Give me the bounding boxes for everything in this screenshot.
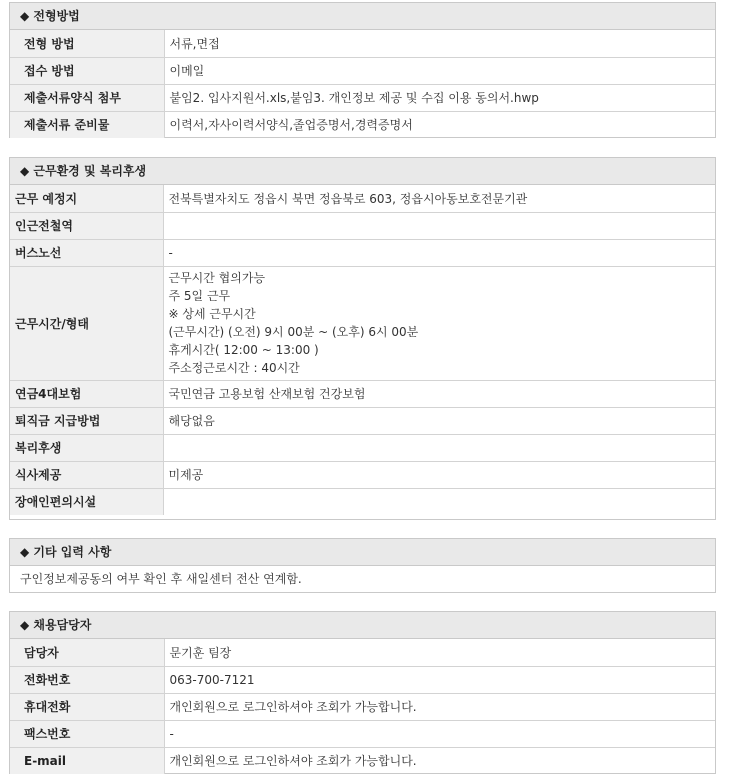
documents-label: 제출서류 준비물	[10, 111, 164, 138]
work-hours-line: 근무시간 협의가능	[168, 271, 266, 285]
selection-title: ◆ 전형방법	[10, 3, 715, 30]
phone-label: 전화번호	[10, 666, 164, 693]
work-hours-line: 휴게시간( 12:00 ~ 13:00 )	[168, 343, 319, 357]
work-hours-label: 근무시간/형태	[10, 266, 163, 380]
selection-method-label: 전형 방법	[10, 30, 164, 57]
table-row	[10, 434, 715, 461]
table-row	[10, 666, 715, 693]
fax-value: -	[164, 720, 715, 747]
mobile-label: 휴대전화	[10, 693, 164, 720]
meal-label: 식사제공	[10, 461, 163, 488]
workplace-label: 근무 예정지	[10, 185, 163, 212]
table-row	[10, 461, 715, 488]
severance-value: 해당없음	[163, 407, 715, 434]
documents-value: 이력서,자사이력서양식,졸업증명서,경력증명서	[164, 111, 715, 138]
selection-section	[9, 2, 716, 138]
apply-method-value: 이메일	[164, 57, 715, 84]
etc-title: ◆ 기타 입력 사항	[10, 539, 715, 566]
phone-value: 063-700-7121	[164, 666, 715, 693]
table-row	[10, 57, 715, 84]
fax-label: 팩스번호	[10, 720, 164, 747]
severance-label: 퇴직금 지급방법	[10, 407, 163, 434]
table-row	[10, 488, 715, 515]
meal-value: 미제공	[163, 461, 715, 488]
table-row	[10, 111, 715, 138]
insurance-label: 연금4대보험	[10, 380, 163, 407]
email-value: 개인회원으로 로그인하셔야 조회가 가능합니다.	[164, 747, 715, 774]
selection-table	[10, 30, 715, 138]
apply-method-label: 접수 방법	[10, 57, 164, 84]
manager-label: 담당자	[10, 639, 164, 666]
table-row	[10, 212, 715, 239]
table-row	[10, 380, 715, 407]
email-label: E-mail	[10, 747, 164, 774]
subway-value	[163, 212, 715, 239]
form-attachment-link[interactable]: 붙임2. 입사지원서.xls,붙임3. 개인정보 제공 및 수집 이용 동의서.hwp	[164, 84, 715, 111]
table-row	[10, 239, 715, 266]
table-row	[10, 747, 715, 774]
table-row	[10, 84, 715, 111]
subway-label: 인근전철역	[10, 212, 163, 239]
bus-value: -	[163, 239, 715, 266]
form-attachment-label: 제출서류양식 첨부	[10, 84, 164, 111]
table-row	[10, 30, 715, 57]
welfare-value	[163, 434, 715, 461]
work-hours-line: ※ 상세 근무시간	[168, 307, 256, 321]
bus-label: 버스노선	[10, 239, 163, 266]
mobile-value: 개인회원으로 로그인하셔야 조회가 가능합니다.	[164, 693, 715, 720]
contact-table	[10, 639, 715, 774]
contact-title: ◆ 채용담당자	[10, 612, 715, 639]
etc-text: 구인정보제공동의 여부 확인 후 새일센터 전산 연계함.	[20, 572, 302, 586]
table-row	[10, 639, 715, 666]
table-row	[10, 266, 715, 380]
etc-section	[9, 538, 716, 593]
table-row	[10, 185, 715, 212]
welfare-label: 복리후생	[10, 434, 163, 461]
table-row	[10, 720, 715, 747]
accessibility-value	[163, 488, 715, 515]
work-hours-line: (근무시간) (오전) 9시 00분 ~ (오후) 6시 00분	[168, 325, 419, 339]
work-title: ◆ 근무환경 및 복리후생	[10, 158, 715, 185]
table-row	[10, 693, 715, 720]
manager-value: 문기훈 팀장	[169, 645, 232, 660]
work-table	[10, 185, 715, 515]
selection-method-value: 서류,면접	[169, 36, 220, 51]
insurance-value: 국민연금 고용보험 산재보험 건강보험	[163, 380, 715, 407]
work-hours-line: 주 5일 근무	[168, 289, 231, 303]
work-hours-line: 주소정근로시간 : 40시간	[168, 361, 300, 375]
work-hours-value	[163, 266, 715, 380]
accessibility-label: 장애인편의시설	[10, 488, 163, 515]
table-row	[10, 407, 715, 434]
workplace-value: 전북특별자치도 정읍시 북면 정읍북로 603, 정읍시아동보호전문기관	[168, 191, 528, 206]
work-section	[9, 157, 716, 520]
contact-section	[9, 611, 716, 774]
